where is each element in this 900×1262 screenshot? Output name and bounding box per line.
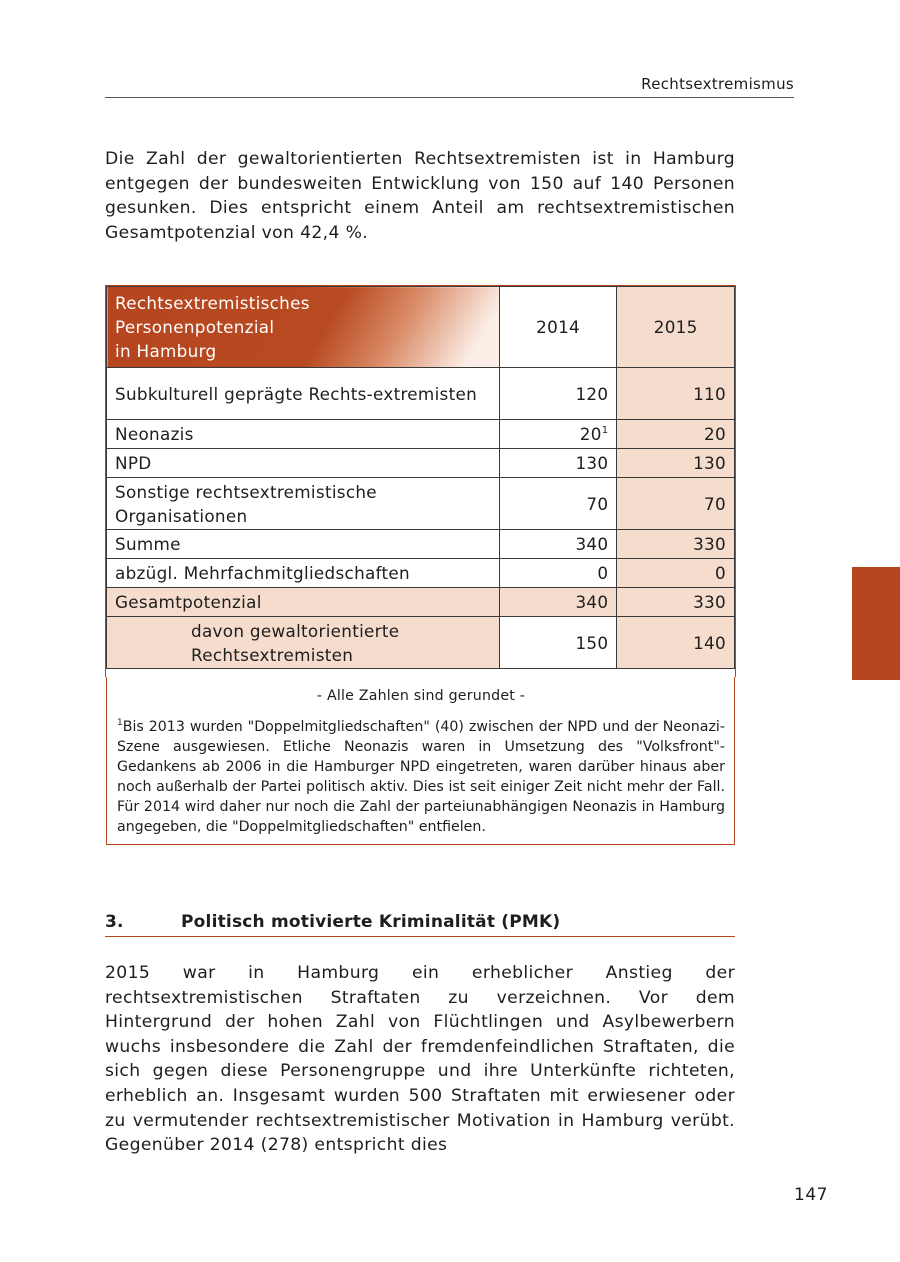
- row-label: Summe: [107, 530, 500, 559]
- value-2014: 130: [499, 449, 617, 478]
- value-2014-cell: [499, 420, 617, 449]
- value-2014: 340: [499, 530, 617, 559]
- table-row-total: [107, 588, 735, 617]
- table-row: [107, 530, 735, 559]
- footnote-marker: 1: [117, 718, 123, 728]
- row-label: Gesamtpotenzial: [107, 588, 500, 617]
- section-title: Politisch motivierte Kriminalität (PMK): [181, 912, 561, 932]
- year-2015-header: 2015: [617, 287, 735, 368]
- table-header-label: [107, 287, 500, 368]
- table-row: [107, 559, 735, 588]
- value-2015: 130: [617, 449, 735, 478]
- table-row: [107, 420, 735, 449]
- footnote-text: Bis 2013 wurden "Doppelmitgliedschaften" (40) zwischen der NPD und der Neonazi-Szene ausgewiesen. Etliche Neonazis waren in Umsetzung des "Volksfront"-Gedankens ab 2006 in die Hamburger NPD eingetreten, waren darüber hinaus aber noch außerhalb der Partei politisch aktiv. Dies ist seit einiger Zeit nicht mehr der Fall. Für 2014 wird daher nur noch die Zahl der parteiunabhängigen Neonazis in Hamburg angegeben, die "Doppelmitgliedschaften" entfielen.: [117, 719, 725, 835]
- value-2014: 20: [579, 424, 602, 444]
- value-2015: 110: [617, 368, 735, 420]
- value-2015: 70: [617, 478, 735, 530]
- footnote: [117, 713, 725, 837]
- row-label: NPD: [107, 449, 500, 478]
- footnote-marker: 1: [601, 425, 609, 436]
- value-2014: 120: [499, 368, 617, 420]
- section-number: 3.: [105, 912, 124, 932]
- table-row: [107, 449, 735, 478]
- value-2015: 0: [617, 559, 735, 588]
- row-label: Neonazis: [107, 420, 500, 449]
- header-label-line: Rechtsextremistisches: [115, 293, 310, 313]
- rounding-note: - Alle Zahlen sind gerundet -: [316, 688, 526, 704]
- row-label: abzügl. Mehrfachmitgliedschaften: [107, 559, 500, 588]
- row-label: Subkulturell geprägte Rechts-extremisten: [107, 368, 500, 420]
- table-row: [107, 478, 735, 530]
- value-2015: 330: [617, 588, 735, 617]
- value-2015: 330: [617, 530, 735, 559]
- section-heading: [105, 912, 735, 937]
- intro-paragraph: Die Zahl der gewaltorientierten Rechtsextremisten ist in Hamburg entgegen der bundesweiten Entwicklung von 150 auf 140 Personen gesunken. Dies entspricht einem Anteil am rechtsextremistischen Gesamtpotenzial von 42,4 %.: [105, 149, 735, 243]
- table-header-row: [107, 287, 735, 368]
- header-label-line: in Hamburg: [115, 341, 217, 361]
- table-note-box: [106, 677, 735, 845]
- value-2014: 150: [499, 617, 617, 669]
- row-label: davon gewaltorientierte Rechtsextremisten: [107, 617, 500, 669]
- value-2015: 140: [617, 617, 735, 669]
- header-label-line: Personenpotenzial: [115, 317, 275, 337]
- value-2015: 20: [617, 420, 735, 449]
- running-title: Rechtsextremismus: [105, 75, 794, 98]
- page-number: 147: [794, 1185, 828, 1205]
- value-2014: 70: [499, 478, 617, 530]
- body-paragraph: 2015 war in Hamburg ein erheblicher Anstieg der rechtsextremistischen Straftaten zu verzeichnen. Vor dem Hintergrund der hohen Zahl von Flüchtlingen und Asylbewerbern wuchs insbesondere die Zahl der fremdenfeindlichen Straftaten, die sich gegen diese Personengruppe und ihre Unterkünfte richteten, erheblich an. Insgesamt wurden 500 Straftaten mit erwiesener oder zu vermutender rechtsextremistischer Motivation in Hamburg verübt. Gegenüber 2014 (278) entspricht dies: [105, 963, 735, 1156]
- table-row-violent: [107, 617, 735, 669]
- value-2014: 0: [499, 559, 617, 588]
- value-2014: 340: [499, 588, 617, 617]
- row-label: Sonstige rechtsextremistische Organisationen: [107, 478, 500, 530]
- year-2014-header: 2014: [499, 287, 617, 368]
- table-row: [107, 368, 735, 420]
- chapter-tab-marker: [852, 567, 900, 680]
- personenpotenzial-table: [106, 286, 735, 669]
